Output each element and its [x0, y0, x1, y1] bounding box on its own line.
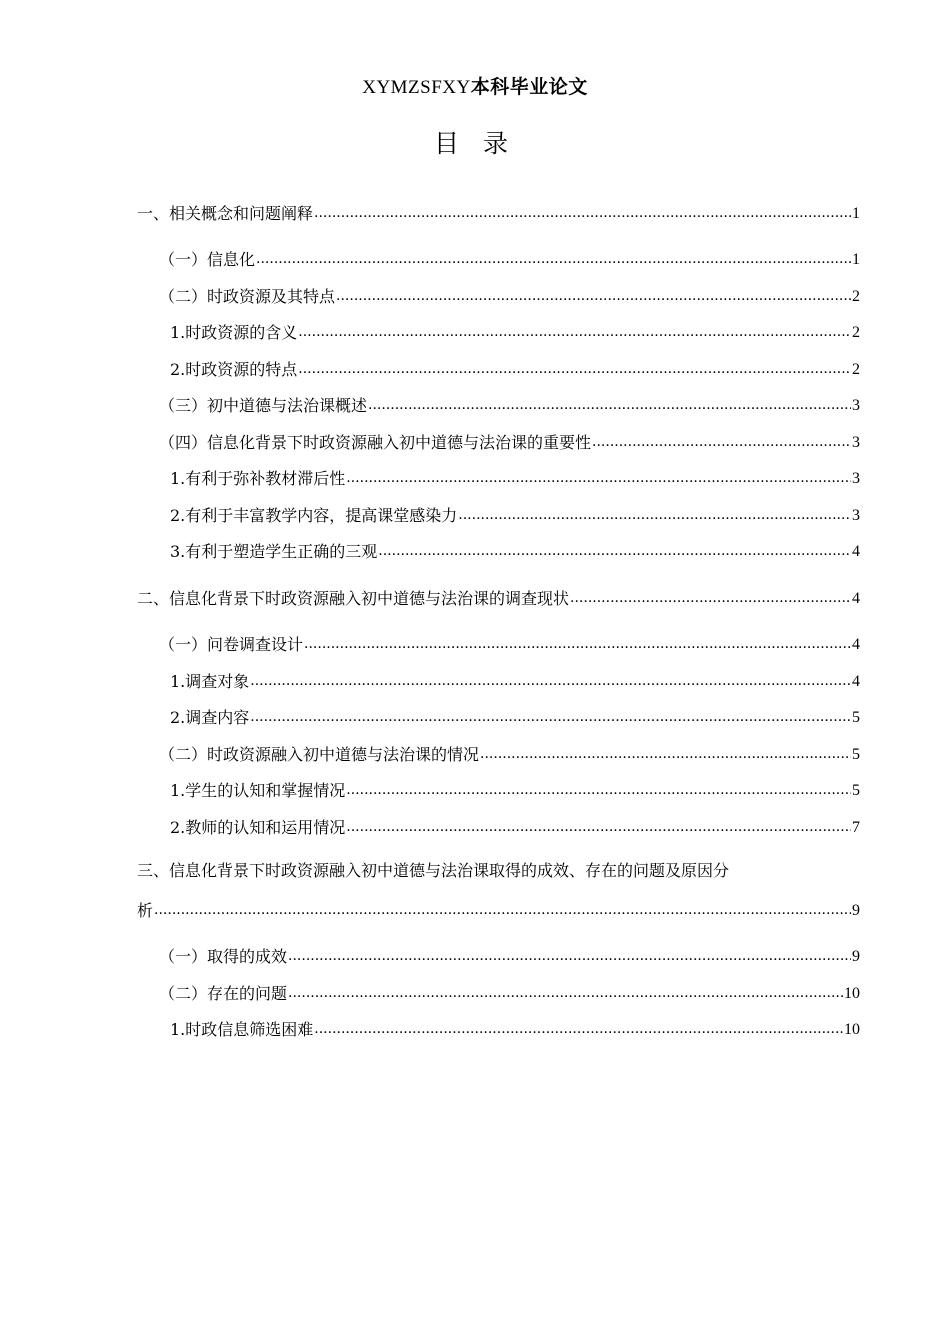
toc-entry-page: 4 — [852, 543, 860, 560]
toc-entry-page: 5 — [852, 782, 860, 799]
toc-entry-label: （一）信息化 — [159, 250, 256, 269]
toc-entry[interactable] — [137, 774, 860, 802]
toc-leader — [314, 1020, 843, 1038]
toc-leader — [346, 781, 851, 799]
toc-entry-label: 2.调查内容 — [170, 708, 250, 727]
toc-entry-page: 2 — [852, 361, 860, 378]
toc-entry-label: （二）时政资源及其特点 — [159, 287, 336, 306]
toc-entry[interactable] — [137, 738, 860, 766]
toc-entry-page: 4 — [852, 673, 860, 690]
toc-entry-label: （一）取得的成效 — [159, 947, 288, 966]
toc-leader — [298, 360, 851, 378]
toc-title: 目 录 — [434, 129, 516, 158]
toc-entry[interactable] — [137, 316, 860, 344]
toc-entry[interactable] — [137, 426, 860, 454]
toc-entry-label: 1.有利于弥补教材滞后性 — [170, 469, 346, 488]
toc-entry[interactable] — [137, 628, 860, 656]
toc-entry-label: （三）初中道德与法治课概述 — [159, 396, 368, 415]
toc-leader — [336, 287, 851, 305]
toc-entry[interactable] — [137, 353, 860, 381]
toc-entry[interactable] — [137, 977, 860, 1005]
toc-entry-page: 2 — [852, 288, 860, 305]
toc-entry[interactable] — [137, 940, 860, 968]
toc-entry-page: 9 — [852, 948, 860, 965]
toc-entry-label: 二、信息化背景下时政资源融入初中道德与法治课的调查现状 — [137, 589, 570, 608]
toc-entry[interactable] — [137, 389, 860, 417]
toc-leader — [298, 323, 851, 341]
toc-entry-label: （四）信息化背景下时政资源融入初中道德与法治课的重要性 — [159, 433, 592, 452]
toc-entry-page: 3 — [852, 397, 860, 414]
toc-entry-page: 3 — [852, 434, 860, 451]
toc-entry-page: 7 — [852, 819, 860, 836]
toc-entry[interactable] — [137, 499, 860, 527]
toc-entry[interactable] — [137, 894, 860, 922]
toc-leader — [480, 745, 851, 763]
toc-leader — [256, 250, 851, 268]
toc-entry-page: 1 — [852, 251, 860, 268]
document-header — [0, 72, 950, 99]
toc-entry-label: 1.时政信息筛选困难 — [170, 1020, 314, 1039]
toc-entry[interactable] — [137, 535, 860, 563]
toc-entry-wrapped-line[interactable]: 三、信息化背景下时政资源融入初中道德与法治课取得的成效、存在的问题及原因分 — [137, 861, 730, 880]
toc-entry-label: 1.调查对象 — [170, 672, 250, 691]
toc-entry[interactable] — [137, 462, 860, 490]
toc-entry-page: 3 — [852, 507, 860, 524]
toc-leader — [378, 542, 851, 560]
toc-leader — [314, 204, 851, 222]
toc-leader — [458, 506, 851, 524]
toc-entry-page: 5 — [852, 746, 860, 763]
toc-entry-label: 1.学生的认知和掌握情况 — [170, 781, 346, 800]
toc-leader — [288, 947, 851, 965]
toc-entry-label: 3.有利于塑造学生正确的三观 — [170, 542, 378, 561]
toc-leader — [154, 901, 851, 919]
toc-entry-page: 10 — [844, 985, 860, 1002]
toc-entry-page: 10 — [844, 1021, 860, 1038]
header-chinese: 本科毕业论文 — [470, 76, 588, 98]
toc-leader — [570, 589, 851, 607]
toc-entry-label: 2.教师的认知和运用情况 — [170, 818, 346, 837]
toc-leader — [368, 396, 851, 414]
toc-entry-label: 析 — [137, 901, 154, 920]
toc-leader — [346, 469, 851, 487]
toc-entry-label: （二）存在的问题 — [159, 984, 288, 1003]
header-english: XYMZSFXY — [362, 77, 471, 98]
toc-entry-label: （一）问卷调查设计 — [159, 635, 304, 654]
toc-entry[interactable] — [137, 582, 860, 610]
toc-entry-label: 2.有利于丰富教学内容，提高课堂感染力 — [170, 506, 458, 525]
toc-entry[interactable] — [137, 701, 860, 729]
toc-entry[interactable] — [137, 280, 860, 308]
toc-entry-page: 1 — [852, 205, 860, 222]
toc-entry[interactable] — [137, 1013, 860, 1041]
toc-entry-page: 2 — [852, 324, 860, 341]
toc-leader — [250, 708, 851, 726]
toc-entry-page: 4 — [852, 590, 860, 607]
toc-entry-label: （二）时政资源融入初中道德与法治课的情况 — [159, 745, 480, 764]
toc-leader — [592, 433, 851, 451]
toc-entry-page: 4 — [852, 636, 860, 653]
toc-leader — [288, 984, 843, 1002]
toc-entry-page: 5 — [852, 709, 860, 726]
toc-entry-page: 9 — [852, 902, 860, 919]
toc-leader — [346, 818, 851, 836]
toc-entry-label: 一、相关概念和问题阐释 — [137, 204, 314, 223]
toc-leader — [304, 635, 851, 653]
toc-entry[interactable] — [137, 811, 860, 839]
toc-entry-page: 3 — [852, 470, 860, 487]
toc-entry-label: 1.时政资源的含义 — [170, 323, 298, 342]
toc-entry[interactable] — [137, 197, 860, 225]
toc-entry[interactable] — [137, 243, 860, 271]
toc-entry-label: 2.时政资源的特点 — [170, 360, 298, 379]
toc-entry[interactable] — [137, 665, 860, 693]
toc-leader — [250, 672, 851, 690]
